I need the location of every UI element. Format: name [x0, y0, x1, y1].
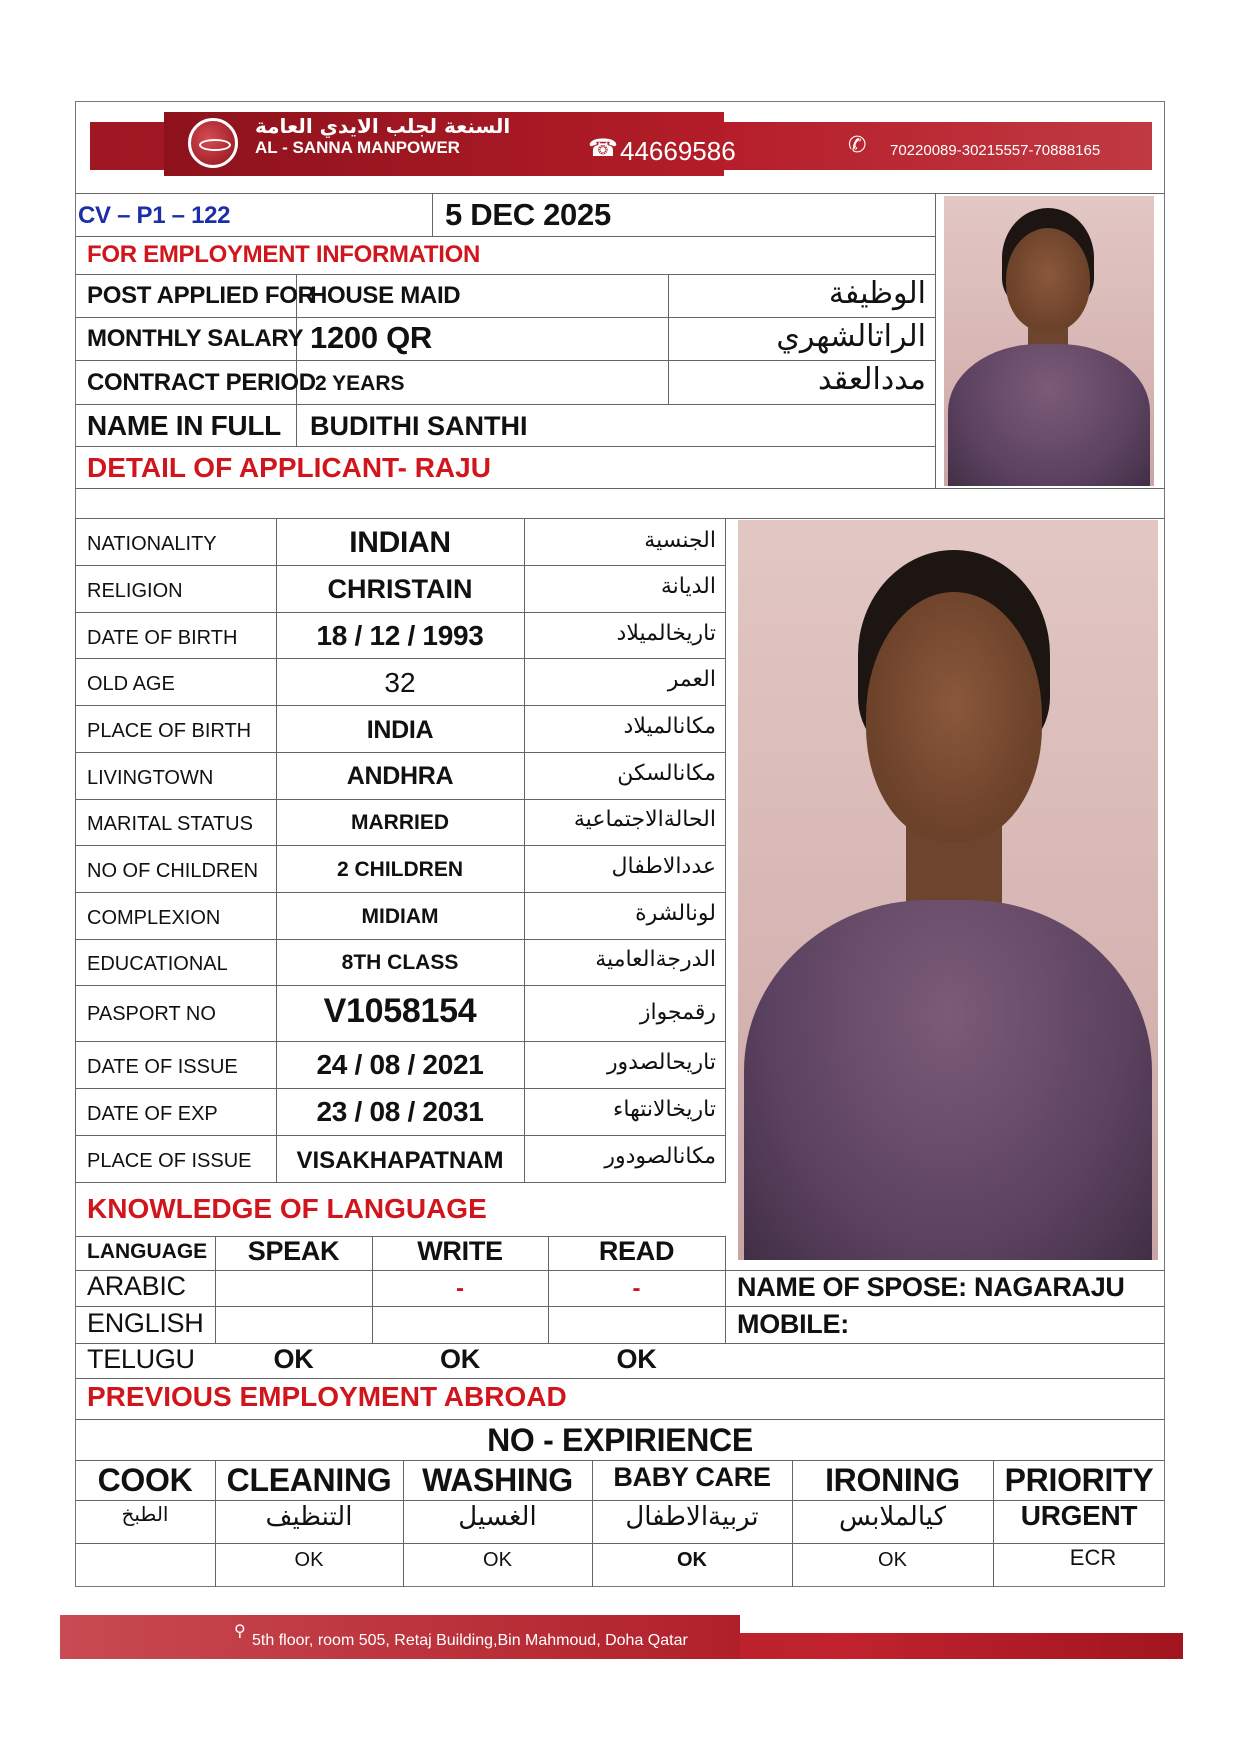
name-label: NAME IN FULL [87, 410, 281, 441]
skill-baby-care-arabic: تربيةالاطفال [625, 1502, 759, 1532]
detail-label-arabic: تاريخالانتهاء [613, 1097, 716, 1122]
detail-label-arabic: لونالشرة [635, 901, 716, 926]
priority-value: URGENT [1020, 1500, 1138, 1531]
divider [432, 193, 433, 236]
detail-value: CHRISTAIN [327, 574, 473, 604]
divider [75, 317, 935, 318]
detail-value: VISAKHAPATNAM [296, 1147, 504, 1174]
skill-ironing-arabic: كيالملابس [839, 1502, 946, 1532]
skill-washing-arabic: الغسيل [458, 1502, 537, 1532]
applicant-photo-small [944, 196, 1154, 486]
cv-number: CV – P1 – 122 [78, 202, 231, 229]
lang-header: SPEAK [247, 1236, 340, 1266]
post-label: POST APPLIED FOR [87, 282, 315, 309]
photo-dress [744, 900, 1152, 1260]
skill-cleaning-status: OK [294, 1549, 324, 1571]
divider [75, 360, 935, 361]
divider [75, 1460, 1165, 1461]
detail-label: PLACE OF ISSUE [87, 1150, 252, 1172]
divider [75, 274, 935, 275]
detail-label-arabic: العمر [667, 667, 716, 692]
footer-address: 5th floor, room 505, Retaj Building,Bin Mahmoud, Doha Qatar [252, 1632, 688, 1649]
mobile-numbers: 70220089-30215557-70888165 [890, 142, 1101, 159]
previous-employment-title: PREVIOUS EMPLOYMENT ABROAD [87, 1381, 567, 1412]
lang-header: LANGUAGE [87, 1240, 208, 1263]
detail-label: DATE OF ISSUE [87, 1056, 238, 1078]
detail-label-arabic: الديانة [660, 574, 716, 599]
phone-icon: ☎ [588, 135, 618, 162]
experience-status: NO - EXPIRIENCE [487, 1422, 753, 1458]
lang-write: - [456, 1275, 464, 1302]
divider [75, 236, 935, 237]
photo-face [866, 592, 1042, 842]
spouse-mobile: MOBILE: [737, 1309, 849, 1339]
divider [75, 658, 725, 659]
divider [75, 612, 725, 613]
skill-washing-status: OK [483, 1549, 512, 1571]
company-name-arabic: السنعة لجلب الايدي العامة [255, 114, 511, 138]
detail-label: NATIONALITY [87, 533, 217, 555]
post-label-arabic: الوظيفة [828, 276, 926, 311]
divider [75, 1088, 725, 1089]
detail-label-arabic: مكانالسكن [617, 761, 716, 786]
divider [75, 1135, 725, 1136]
photo-dress [948, 344, 1150, 486]
salary-value: 1200 QR [310, 320, 432, 355]
globe-logo-icon [188, 118, 238, 168]
detail-value: MIDIAM [361, 905, 439, 928]
detail-value: ANDHRA [346, 762, 454, 790]
divider [725, 1236, 726, 1343]
divider [75, 939, 725, 940]
detail-label-arabic: رقمجواز [639, 1000, 716, 1025]
lang-header: READ [598, 1236, 675, 1266]
lang-speak: OK [273, 1344, 314, 1374]
divider [75, 404, 935, 405]
lang-read: OK [616, 1344, 657, 1374]
applicant-title: DETAIL OF APPLICANT- RAJU [87, 452, 491, 483]
detail-label-arabic: الحالةالاجتماعية [573, 807, 716, 832]
detail-label-arabic: الدرجةالعامية [595, 947, 716, 972]
detail-value: 18 / 12 / 1993 [316, 620, 484, 651]
skill-cook: COOK [97, 1462, 193, 1498]
contract-label: CONTRACT PERIOD [87, 369, 316, 396]
divider [75, 752, 725, 753]
detail-label: MARITAL STATUS [87, 813, 253, 835]
divider [75, 1182, 725, 1183]
detail-label: DATE OF EXP [87, 1103, 218, 1125]
divider [524, 518, 525, 1183]
contract-label-arabic: مددالعقد [817, 362, 926, 397]
detail-label: DATE OF BIRTH [87, 627, 238, 649]
skill-ironing-status: OK [878, 1549, 907, 1571]
divider [75, 518, 1165, 519]
divider [75, 705, 725, 706]
cv-date: 5 DEC 2025 [445, 197, 611, 232]
detail-value: 8TH CLASS [341, 951, 459, 974]
location-pin-icon: ⚲ [234, 1623, 246, 1640]
skill-baby-care-status: OK [677, 1549, 707, 1571]
detail-label: OLD AGE [87, 673, 175, 695]
header-banner [90, 112, 1152, 176]
detail-value: 2 CHILDREN [336, 858, 463, 881]
priority-code: ECR [1069, 1545, 1117, 1570]
language-name: ARABIC [87, 1271, 186, 1301]
divider [75, 565, 725, 566]
skill-washing: WASHING [422, 1462, 573, 1498]
divider [276, 518, 277, 1183]
footer-banner [60, 1615, 1183, 1659]
detail-label: RELIGION [87, 580, 183, 602]
divider [75, 488, 1165, 489]
divider [75, 1419, 1165, 1420]
salary-label-arabic: الراتالشهري [776, 319, 926, 354]
detail-label-arabic: تاريحالصدور [606, 1050, 716, 1075]
language-name: TELUGU [87, 1344, 195, 1374]
lang-write: OK [440, 1344, 480, 1374]
divider [75, 1378, 1165, 1379]
detail-label-arabic: عددالاطفال [611, 854, 716, 879]
divider [75, 1270, 1165, 1271]
skill-cook-arabic: الطبخ [121, 1502, 169, 1526]
salary-label: MONTHLY SALARY [87, 325, 304, 352]
detail-value: 32 [384, 667, 416, 698]
divider [935, 193, 936, 488]
detail-label: PLACE OF BIRTH [87, 720, 252, 742]
section-employment-title: FOR EMPLOYMENT INFORMATION [87, 241, 481, 268]
photo-face [1006, 228, 1090, 332]
divider [75, 193, 1165, 194]
skill-ironing: IRONING [825, 1462, 960, 1498]
full-name: BUDITHI SANTHI [310, 411, 528, 441]
mobile-phone-icon: ✆ [848, 132, 867, 157]
divider [75, 1306, 1165, 1307]
applicant-photo-large [738, 520, 1158, 1260]
language-name: ENGLISH [87, 1308, 204, 1338]
detail-value: MARRIED [351, 811, 449, 834]
priority-label: PRIORITY [1004, 1462, 1154, 1498]
detail-value: 24 / 08 / 2021 [316, 1049, 484, 1080]
detail-label-arabic: مكانالميلاد [623, 714, 716, 739]
detail-label: LIVINGTOWN [87, 767, 214, 789]
lang-read: - [632, 1275, 641, 1302]
skill-cleaning: CLEANING [226, 1462, 392, 1498]
detail-label: PASPORT NO [87, 1003, 216, 1025]
divider [75, 446, 935, 447]
contract-value: 2 YEARS [315, 372, 405, 395]
post-value: HOUSE MAID [310, 282, 461, 309]
detail-value: INDIA [366, 716, 434, 744]
divider [75, 1041, 725, 1042]
spouse-name: NAME OF SPOSE: NAGARAJU [737, 1272, 1125, 1302]
detail-label-arabic: مكانالصودور [604, 1144, 716, 1169]
divider [75, 518, 76, 1183]
divider [75, 985, 725, 986]
skill-cleaning-arabic: التنظيف [265, 1502, 353, 1532]
detail-label: EDUCATIONAL [87, 953, 228, 975]
phone-number: 44669586 [620, 136, 736, 166]
divider [75, 845, 725, 846]
lang-header: WRITE [417, 1236, 503, 1266]
divider [75, 799, 725, 800]
skill-baby-care: BABY CARE [613, 1462, 771, 1492]
divider [668, 274, 669, 404]
detail-value: V1058154 [323, 992, 477, 1030]
detail-label-arabic: تاريخالميلاد [616, 621, 716, 646]
company-name: AL - SANNA MANPOWER [255, 138, 460, 157]
divider [75, 892, 725, 893]
detail-value: INDIAN [349, 526, 451, 559]
divider [725, 518, 726, 1183]
divider [75, 1543, 1165, 1544]
detail-value: 23 / 08 / 2031 [316, 1096, 484, 1127]
detail-label-arabic: الجنسية [644, 528, 716, 553]
detail-label: NO OF CHILDREN [87, 860, 259, 882]
language-title: KNOWLEDGE OF LANGUAGE [87, 1193, 487, 1224]
detail-label: COMPLEXION [87, 907, 221, 929]
